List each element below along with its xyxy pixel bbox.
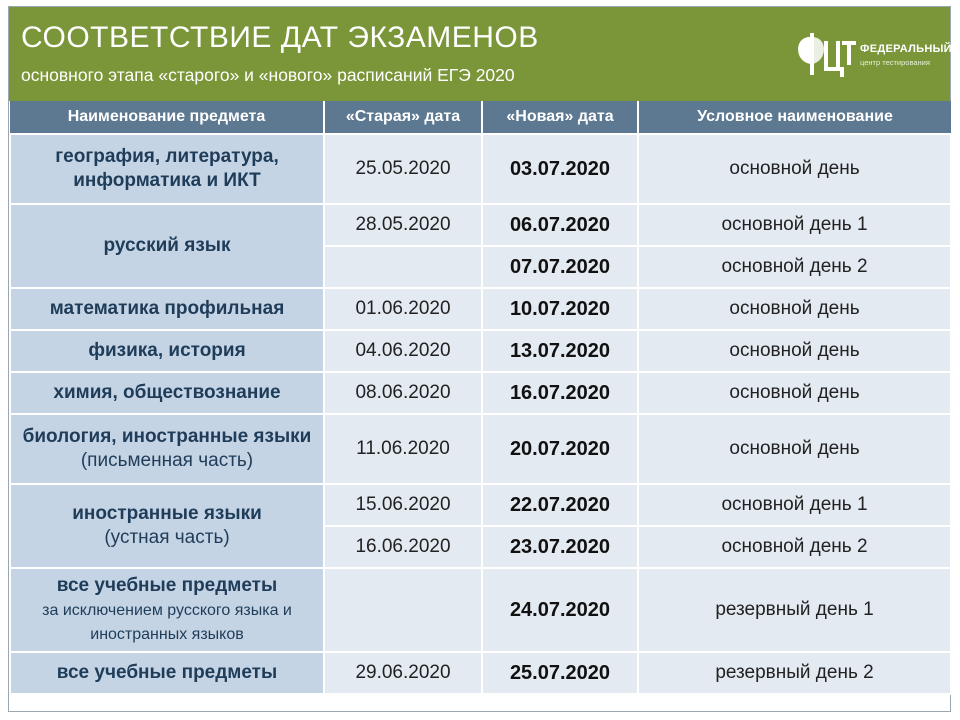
table-row (10, 330, 951, 372)
old-date-cell (324, 568, 482, 652)
fct-logo-icon (794, 31, 856, 81)
logo (794, 31, 952, 81)
exam-dates-table (9, 101, 950, 695)
conditional-name-cell: основной день 2 (638, 246, 951, 288)
conditional-name-cell: основной день (638, 372, 951, 414)
new-date-cell: 22.07.2020 (482, 484, 638, 526)
old-date-cell (324, 246, 482, 288)
subject-cell: русский язык (10, 204, 324, 288)
table-row (10, 652, 951, 694)
conditional-name-cell: основной день 2 (638, 526, 951, 568)
new-date-cell: 23.07.2020 (482, 526, 638, 568)
table-row (10, 372, 951, 414)
subject-text: все учебные предметы (56, 575, 278, 596)
old-date-cell: 11.06.2020 (324, 414, 482, 484)
subject-note: (письменная часть) (80, 450, 254, 471)
new-date-cell: 06.07.2020 (482, 204, 638, 246)
table-header-row (10, 101, 951, 134)
new-date-cell: 13.07.2020 (482, 330, 638, 372)
old-date-cell: 29.06.2020 (324, 652, 482, 694)
conditional-name-cell: основной день 1 (638, 204, 951, 246)
slide-header (9, 7, 950, 101)
table-row (10, 484, 951, 526)
table-row (10, 288, 951, 330)
conditional-name-cell: основной день (638, 288, 951, 330)
subject-cell: химия, обществознание (10, 372, 324, 414)
new-date-cell: 24.07.2020 (482, 568, 638, 652)
column-header-subject: Наименование предмета (10, 101, 324, 134)
old-date-cell: 28.05.2020 (324, 204, 482, 246)
logo-text-secondary: центр тестирования (860, 58, 930, 67)
subject-cell (10, 484, 324, 568)
column-header-conditional-name: Условное наименование (638, 101, 951, 134)
new-date-cell: 25.07.2020 (482, 652, 638, 694)
conditional-name-cell: основной день 1 (638, 484, 951, 526)
old-date-cell: 25.05.2020 (324, 134, 482, 204)
table-row (10, 204, 951, 246)
subject-note: (устная часть) (104, 527, 230, 548)
subject-cell (10, 568, 324, 652)
subject-cell: все учебные предметы (10, 652, 324, 694)
subject-note: за исключением русского языка и иностранных языков (42, 602, 292, 643)
logo-text-primary: ФЕДЕРАЛЬНЫЙ (860, 43, 952, 55)
subject-cell: география, литература, информатика и ИКТ (10, 134, 324, 204)
table-row (10, 134, 951, 204)
new-date-cell: 07.07.2020 (482, 246, 638, 288)
old-date-cell: 15.06.2020 (324, 484, 482, 526)
table-row (10, 568, 951, 652)
subject-cell (10, 414, 324, 484)
column-header-old-date: «Старая» дата (324, 101, 482, 134)
old-date-cell: 16.06.2020 (324, 526, 482, 568)
subject-cell: физика, история (10, 330, 324, 372)
new-date-cell: 03.07.2020 (482, 134, 638, 204)
conditional-name-cell: основной день (638, 414, 951, 484)
new-date-cell: 16.07.2020 (482, 372, 638, 414)
table-row (10, 414, 951, 484)
new-date-cell: 10.07.2020 (482, 288, 638, 330)
old-date-cell: 04.06.2020 (324, 330, 482, 372)
subject-text: биология, иностранные языки (22, 426, 312, 447)
page-title: СООТВЕТСТВИЕ ДАТ ЭКЗАМЕНОВ (21, 21, 539, 54)
conditional-name-cell: резервный день 2 (638, 652, 951, 694)
column-header-new-date: «Новая» дата (482, 101, 638, 134)
old-date-cell: 08.06.2020 (324, 372, 482, 414)
conditional-name-cell: основной день (638, 330, 951, 372)
subject-cell: математика профильная (10, 288, 324, 330)
conditional-name-cell: резервный день 1 (638, 568, 951, 652)
new-date-cell: 20.07.2020 (482, 414, 638, 484)
conditional-name-cell: основной день (638, 134, 951, 204)
page-subtitle: основного этапа «старого» и «нового» расписаний ЕГЭ 2020 (21, 65, 515, 85)
subject-text: иностранные языки (72, 503, 262, 524)
old-date-cell: 01.06.2020 (324, 288, 482, 330)
